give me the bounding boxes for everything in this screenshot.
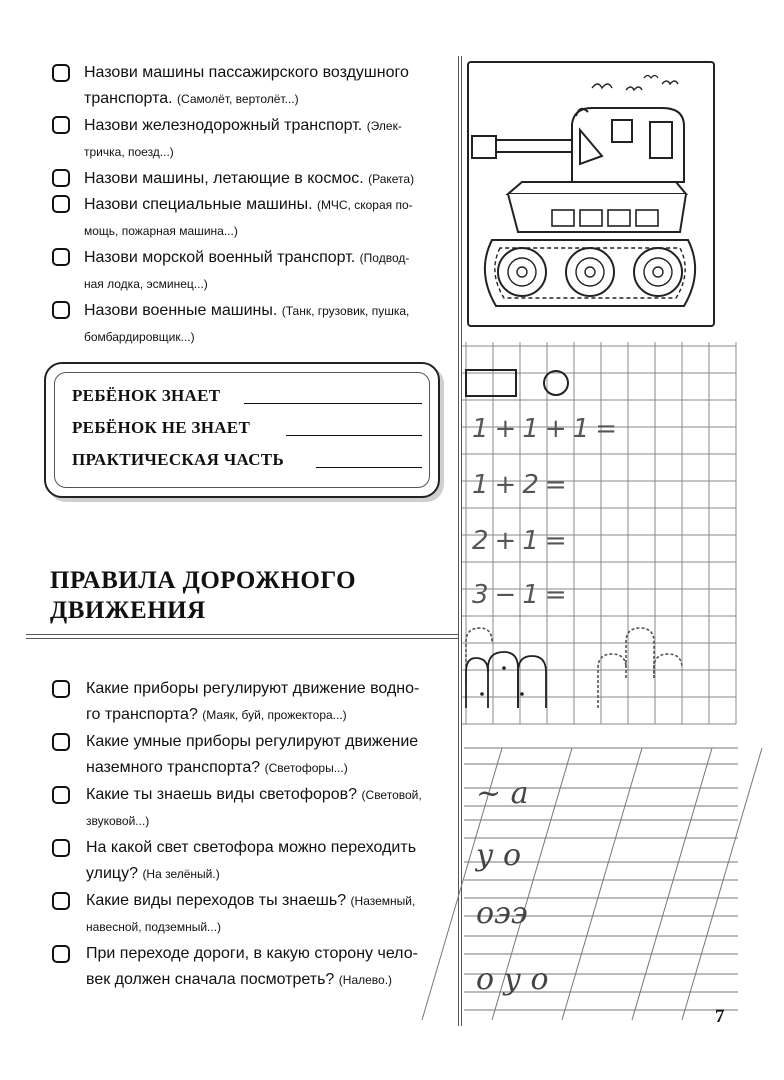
- handwriting-row: ~ а: [476, 776, 529, 811]
- section-title-line: ПРАВИЛА ДОРОЖНОГО: [50, 567, 357, 594]
- practice-label: ПРАКТИЧЕСКАЯ ЧАСТЬ: [72, 450, 284, 469]
- question-text: Назови военные машины.: [84, 302, 278, 319]
- question-item: [84, 245, 448, 297]
- question-item: [86, 941, 450, 993]
- checkbox[interactable]: [52, 733, 70, 751]
- answer-hint: (Подвод-: [359, 251, 410, 265]
- checkbox[interactable]: [52, 248, 70, 266]
- math-row: [472, 526, 573, 556]
- checkbox[interactable]: [52, 786, 70, 804]
- section-divider: [26, 634, 458, 635]
- answer-hint: (Элек-: [366, 119, 402, 133]
- checkbox[interactable]: [52, 892, 70, 910]
- digit: 2: [472, 526, 495, 556]
- question-item: [86, 835, 450, 887]
- question-text: улицу?: [86, 865, 138, 882]
- child-knows-field[interactable]: [244, 403, 422, 404]
- operator: +: [494, 470, 523, 500]
- digit: 1: [472, 414, 495, 444]
- answer-hint: звуковой...): [86, 814, 150, 828]
- checkbox[interactable]: [52, 195, 70, 213]
- question-item: [84, 192, 448, 244]
- answer-hint: (Маяк, буй, прожектора...): [202, 708, 347, 722]
- question-text: транспорта.: [84, 90, 173, 107]
- operator: +: [494, 414, 523, 444]
- answer-hint: (МЧС, скорая по-: [317, 198, 413, 212]
- section-divider: [26, 638, 458, 639]
- question-text: Назови машины пассажирского воздушного: [84, 64, 409, 81]
- digit: 1: [522, 580, 545, 610]
- handwriting-row: у о: [476, 838, 521, 873]
- question-item: [86, 888, 450, 940]
- section-title-line: ДВИЖЕНИЯ: [50, 597, 206, 624]
- question-text: Какие умные приборы регулируют движение: [86, 733, 419, 750]
- question-text: Какие ты знаешь виды светофоров?: [86, 786, 358, 803]
- answer-hint: (Самолёт, вертолёт...): [177, 92, 299, 106]
- question-text: Какие приборы регулируют движение водно-: [86, 680, 420, 697]
- question-item: [86, 782, 450, 834]
- checkbox[interactable]: [52, 169, 70, 187]
- question-text: век должен сначала посмотреть?: [86, 971, 335, 988]
- answer-hint: навесной, подземный...): [86, 920, 222, 934]
- question-text: Назови специальные машины.: [84, 196, 313, 213]
- equals-sign: =: [544, 580, 573, 610]
- digit: 3: [472, 580, 495, 610]
- digit: 1: [572, 414, 596, 444]
- question-item: [86, 676, 450, 728]
- answer-hint: (Налево.): [338, 973, 393, 987]
- question-text: наземного транспорта?: [86, 759, 261, 776]
- page-number: 7: [715, 1006, 725, 1027]
- math-row: [472, 414, 623, 444]
- child-not-knows-label: РЕБЁНОК НЕ ЗНАЕТ: [72, 418, 251, 437]
- question-item: [84, 113, 448, 165]
- child-knows-label: РЕБЁНОК ЗНАЕТ: [72, 386, 221, 405]
- checkbox[interactable]: [52, 680, 70, 698]
- answer-hint: (Танк, грузовик, пушка,: [281, 304, 410, 318]
- operator: +: [494, 526, 523, 556]
- checkbox[interactable]: [52, 116, 70, 134]
- answer-hint: (Световой,: [361, 788, 422, 802]
- question-text: Назови морской военный транспорт.: [84, 249, 356, 266]
- equals-sign: =: [595, 414, 624, 444]
- checkbox[interactable]: [52, 301, 70, 319]
- digit: 1: [472, 470, 495, 500]
- handwriting-row: о у о: [476, 962, 549, 997]
- column-divider: [458, 56, 459, 1026]
- question-text: Назови железнодорожный транспорт.: [84, 117, 363, 134]
- checkbox[interactable]: [52, 839, 70, 857]
- answer-hint: тричка, поезд...): [84, 145, 174, 159]
- tank-illustration: [462, 60, 718, 330]
- question-item: [84, 166, 448, 192]
- answer-hint: мощь, пожарная машина...): [84, 224, 238, 238]
- question-text: Какие виды переходов ты знаешь?: [86, 892, 347, 909]
- question-text: При переходе дороги, в какую сторону чело-: [86, 945, 418, 962]
- question-text: го транспорта?: [86, 706, 198, 723]
- question-text: На какой свет светофора можно переходить: [86, 839, 417, 856]
- checkbox[interactable]: [52, 64, 70, 82]
- digit: 1: [522, 414, 545, 444]
- answer-hint: (На зелёный.): [142, 867, 220, 881]
- digit: 1: [522, 526, 545, 556]
- question-text: Назови машины, летающие в космос.: [84, 170, 364, 187]
- equals-sign: =: [544, 526, 573, 556]
- math-row: [472, 580, 573, 610]
- checkbox[interactable]: [52, 945, 70, 963]
- practice-field[interactable]: [316, 467, 422, 468]
- handwriting-row: оээ: [476, 896, 528, 931]
- digit: 2: [522, 470, 545, 500]
- question-item: [84, 298, 448, 350]
- answer-hint: (Наземный,: [350, 894, 416, 908]
- math-row: [472, 470, 573, 500]
- question-item: [86, 729, 450, 781]
- answer-hint: (Светофоры...): [264, 761, 348, 775]
- operator: −: [494, 580, 523, 610]
- answer-hint: (Ракета): [368, 172, 415, 186]
- equals-sign: =: [544, 470, 573, 500]
- answer-hint: бомбардировщик...): [84, 330, 195, 344]
- operator: +: [544, 414, 573, 444]
- question-item: [84, 60, 448, 112]
- child-not-knows-field[interactable]: [286, 435, 422, 436]
- section-title: [50, 566, 356, 626]
- answer-hint: ная лодка, эсминец...): [84, 277, 208, 291]
